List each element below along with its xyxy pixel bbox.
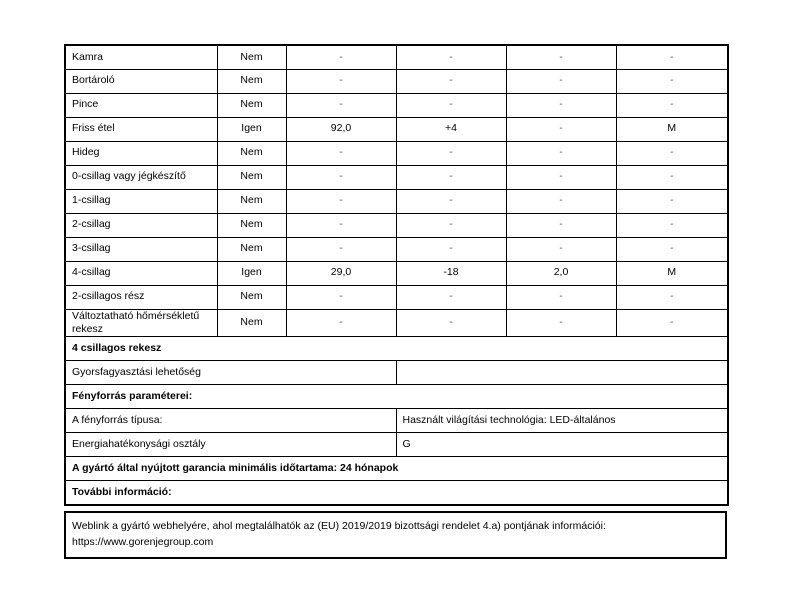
compartment-freezing-capacity: -: [506, 285, 616, 309]
product-information-sheet: [64, 44, 727, 559]
fast-freeze-value: [396, 361, 728, 385]
table-row-energy-class: [65, 433, 728, 457]
energy-class-value: G: [396, 433, 728, 457]
compartment-name: 2-csillagos rész: [65, 285, 217, 309]
further-info-note-line-1: Weblink a gyártó webhelyére, ahol megtalálhatók az (EU) 2019/2019 bizottsági rendelet 4.a) pontjának információi:: [72, 519, 606, 532]
compartment-name: 3-csillag: [65, 237, 217, 261]
compartment-specification-table: [64, 44, 729, 506]
compartment-volume: -: [286, 165, 396, 189]
compartment-volume: -: [286, 285, 396, 309]
compartment-name: Kamra: [65, 45, 217, 69]
compartment-temperature: -: [396, 45, 506, 69]
compartment-name: Friss étel: [65, 117, 217, 141]
compartment-climate: -: [616, 93, 728, 117]
summary-rows-body: [65, 337, 728, 505]
compartment-name: Pince: [65, 93, 217, 117]
four-star-section-heading: 4 csillagos rekesz: [65, 337, 728, 361]
table-row: [65, 69, 728, 93]
compartment-freezing-capacity: -: [506, 117, 616, 141]
table-row: [65, 93, 728, 117]
table-row-fast-freeze: [65, 361, 728, 385]
compartment-temperature: -: [396, 189, 506, 213]
compartment-present: Nem: [217, 213, 286, 237]
compartment-volume: -: [286, 213, 396, 237]
compartment-freezing-capacity: -: [506, 213, 616, 237]
compartment-present: Nem: [217, 189, 286, 213]
light-source-section-heading: Fényforrás paraméterei:: [65, 385, 728, 409]
further-info-note-box: [64, 511, 727, 560]
compartment-table-body: [65, 45, 728, 337]
compartment-present: Nem: [217, 93, 286, 117]
table-row: [65, 261, 728, 285]
compartment-climate: -: [616, 189, 728, 213]
compartment-volume: -: [286, 189, 396, 213]
table-row-warranty: [65, 457, 728, 481]
compartment-present: Nem: [217, 285, 286, 309]
compartment-freezing-capacity: -: [506, 69, 616, 93]
compartment-climate: -: [616, 237, 728, 261]
compartment-climate: -: [616, 309, 728, 337]
table-row: [65, 141, 728, 165]
energy-class-label: Energiahatékonysági osztály: [65, 433, 396, 457]
compartment-temperature: -: [396, 213, 506, 237]
compartment-temperature: -: [396, 237, 506, 261]
table-row-further-info-heading: [65, 481, 728, 505]
compartment-present: Igen: [217, 261, 286, 285]
compartment-name: 2-csillag: [65, 213, 217, 237]
compartment-temperature: -18: [396, 261, 506, 285]
table-row: [65, 189, 728, 213]
compartment-temperature: +4: [396, 117, 506, 141]
compartment-freezing-capacity: -: [506, 45, 616, 69]
compartment-present: Nem: [217, 165, 286, 189]
compartment-present: Nem: [217, 45, 286, 69]
compartment-name: Változtatható hőmérsékletű rekesz: [65, 309, 217, 337]
compartment-volume: -: [286, 45, 396, 69]
compartment-climate: -: [616, 45, 728, 69]
compartment-temperature: -: [396, 141, 506, 165]
compartment-present: Nem: [217, 141, 286, 165]
compartment-name: 0-csillag vagy jégkészítő: [65, 165, 217, 189]
compartment-name: Bortároló: [65, 69, 217, 93]
light-source-type-label: A fényforrás típusa:: [65, 409, 396, 433]
table-row: [65, 309, 728, 337]
compartment-name: 1-csillag: [65, 189, 217, 213]
table-row: [65, 165, 728, 189]
table-row-four-star-heading: [65, 337, 728, 361]
compartment-temperature: -: [396, 93, 506, 117]
compartment-temperature: -: [396, 69, 506, 93]
compartment-volume: -: [286, 237, 396, 261]
warranty-text: A gyártó által nyújtott garancia minimális időtartama: 24 hónapok: [65, 457, 728, 481]
compartment-volume: -: [286, 141, 396, 165]
compartment-freezing-capacity: -: [506, 309, 616, 337]
compartment-climate: -: [616, 285, 728, 309]
compartment-present: Nem: [217, 237, 286, 261]
compartment-freezing-capacity: -: [506, 141, 616, 165]
compartment-climate: -: [616, 141, 728, 165]
compartment-freezing-capacity: -: [506, 189, 616, 213]
compartment-freezing-capacity: -: [506, 237, 616, 261]
table-row-light-source-heading: [65, 385, 728, 409]
compartment-freezing-capacity: -: [506, 165, 616, 189]
table-row-light-source-type: [65, 409, 728, 433]
table-row: [65, 213, 728, 237]
compartment-temperature: -: [396, 285, 506, 309]
table-row: [65, 117, 728, 141]
compartment-volume: -: [286, 309, 396, 337]
compartment-climate: -: [616, 165, 728, 189]
compartment-volume: 29,0: [286, 261, 396, 285]
table-row: [65, 285, 728, 309]
further-info-heading: További információ:: [65, 481, 728, 505]
compartment-climate: M: [616, 261, 728, 285]
light-source-type-value: Használt világítási technológia: LED-általános: [396, 409, 728, 433]
compartment-freezing-capacity: 2,0: [506, 261, 616, 285]
compartment-volume: -: [286, 93, 396, 117]
fast-freeze-label: Gyorsfagyasztási lehetőség: [65, 361, 396, 385]
compartment-present: Nem: [217, 309, 286, 337]
compartment-climate: M: [616, 117, 728, 141]
table-row: [65, 237, 728, 261]
compartment-name: Hideg: [65, 141, 217, 165]
compartment-name: 4-csillag: [65, 261, 217, 285]
compartment-volume: -: [286, 69, 396, 93]
compartment-temperature: -: [396, 309, 506, 337]
table-row: [65, 45, 728, 69]
further-info-note-line-2: https://www.gorenjegroup.com: [72, 535, 214, 548]
compartment-climate: -: [616, 69, 728, 93]
compartment-present: Nem: [217, 69, 286, 93]
compartment-volume: 92,0: [286, 117, 396, 141]
compartment-climate: -: [616, 213, 728, 237]
compartment-present: Igen: [217, 117, 286, 141]
compartment-freezing-capacity: -: [506, 93, 616, 117]
compartment-temperature: -: [396, 165, 506, 189]
